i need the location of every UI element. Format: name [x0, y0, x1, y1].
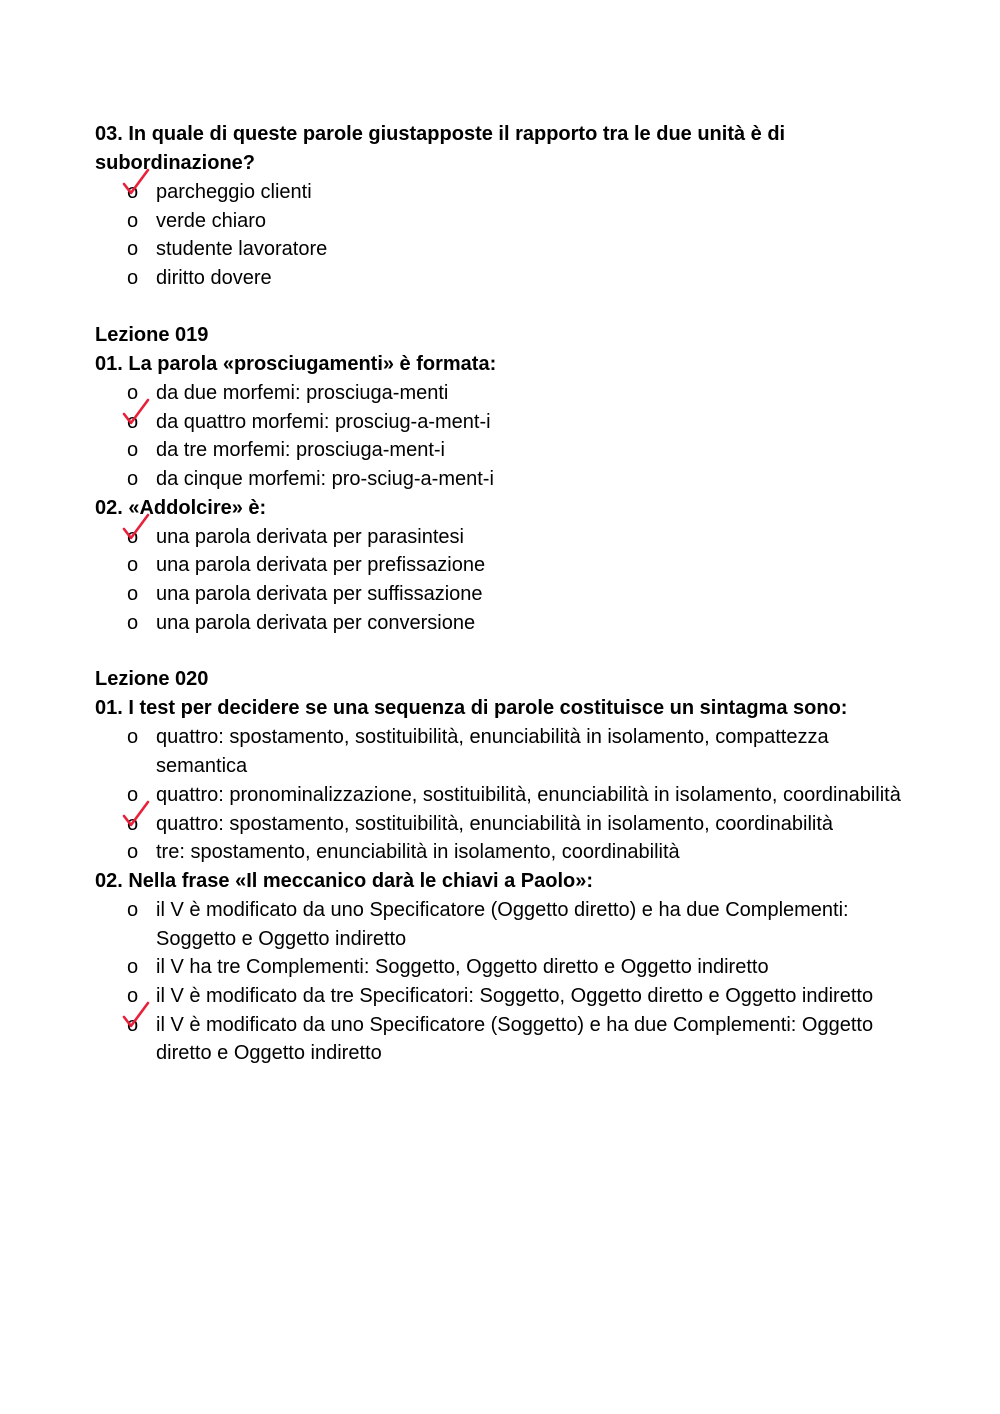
option-text: parcheggio clienti: [156, 181, 312, 203]
option-text: una parola derivata per conversione: [156, 611, 476, 634]
answer-option: [95, 523, 915, 552]
answer-option: [95, 810, 915, 839]
option-text: da tre morfemi: prosciuga-ment-i: [156, 439, 445, 462]
option-text: da cinque morfemi: pro-sciug-a-ment-i: [156, 467, 494, 490]
answer-option: [95, 436, 915, 465]
answer-option: [95, 781, 915, 810]
answer-option: [95, 207, 915, 236]
question-block: [95, 867, 915, 1068]
option-text: da quattro morfemi: prosciug-a-ment-i: [156, 410, 491, 433]
option-text: quattro: spostamento, sostituibilità, enunciabilità in isolamento, coordinabilità: [156, 812, 834, 835]
bullet-icon: o: [127, 381, 139, 404]
answer-option: [95, 896, 915, 953]
checkmark-icon: [121, 512, 151, 542]
bullet-icon: o: [127, 611, 139, 634]
question-block: [95, 350, 915, 494]
option-text: il V è modificato da uno Specificatore (Soggetto) e ha due Complementi: Oggetto diretto e Oggetto indiretto: [156, 1013, 874, 1065]
answer-option: [95, 178, 915, 207]
option-text: tre: spostamento, enunciabilità in isolamento, coordinabilità: [156, 841, 680, 864]
answer-option: [95, 379, 915, 408]
answer-option: [95, 982, 915, 1011]
options-list: [95, 379, 915, 494]
option-text: da due morfemi: prosciuga-menti: [156, 381, 449, 404]
bullet-icon: o: [127, 439, 139, 462]
bullet-icon: o: [127, 985, 139, 1008]
checkmark-icon: [121, 1000, 151, 1030]
options-list: [95, 178, 915, 293]
bullet-icon: o: [127, 267, 139, 290]
question-block: [95, 120, 915, 293]
checkmark-icon: [121, 799, 151, 829]
answer-option: [95, 465, 915, 494]
option-text: una parola derivata per parasintesi: [156, 525, 464, 548]
option-text: studente lavoratore: [156, 238, 328, 261]
question-text: 01. La parola «prosciugamenti» è formata:: [95, 352, 497, 375]
option-text: verde chiaro: [156, 209, 267, 232]
bullet-icon: o: [127, 956, 139, 979]
options-list: [95, 723, 915, 867]
option-text: una parola derivata per suffissazione: [156, 583, 483, 606]
document-page: [95, 120, 915, 1068]
answer-option: [95, 609, 915, 638]
option-text: il V ha tre Complementi: Soggetto, Oggetto diretto e Oggetto indiretto: [156, 956, 769, 979]
bullet-icon: o: [127, 410, 139, 433]
answer-option: [95, 580, 915, 609]
option-text: quattro: spostamento, sostituibilità, enunciabilità in isolamento, compattezza semantica: [156, 726, 829, 778]
bullet-icon: o: [127, 898, 139, 921]
answer-option: [95, 723, 915, 780]
bullet-icon: o: [127, 181, 139, 203]
answer-option: [95, 1011, 915, 1068]
option-text: una parola derivata per prefissazione: [156, 554, 486, 577]
bullet-icon: o: [127, 1013, 139, 1036]
option-text: quattro: pronominalizzazione, sostituibilità, enunciabilità in isolamento, coordinabilità: [156, 783, 901, 806]
question-text: 02. Nella frase «Il meccanico darà le chiavi a Paolo»:: [95, 869, 594, 892]
option-text: il V è modificato da tre Specificatori: Soggetto, Oggetto diretto e Oggetto indiretto: [156, 985, 874, 1008]
bullet-icon: o: [127, 554, 139, 577]
question-block: [95, 694, 915, 867]
option-text: diritto dovere: [156, 267, 272, 290]
bullet-icon: o: [127, 209, 139, 232]
checkmark-icon: [121, 167, 151, 197]
bullet-icon: o: [127, 783, 139, 806]
answer-option: [95, 408, 915, 437]
lesson-heading: Lezione 020: [95, 668, 209, 691]
bullet-icon: o: [127, 583, 139, 606]
options-list: [95, 896, 915, 1068]
answer-option: [95, 235, 915, 264]
question-text: 01. I test per decidere se una sequenza di parole costituisce un sintagma sono:: [95, 697, 848, 720]
answer-option: [95, 838, 915, 867]
checkmark-icon: [121, 397, 151, 427]
answer-option: [95, 264, 915, 293]
answer-option: [95, 551, 915, 580]
bullet-icon: o: [127, 841, 139, 864]
bullet-icon: o: [127, 812, 139, 835]
question-text: 02. «Addolcire» è:: [95, 496, 267, 519]
bullet-icon: o: [127, 726, 139, 749]
bullet-icon: o: [127, 238, 139, 261]
lesson-heading: Lezione 019: [95, 323, 209, 346]
option-text: il V è modificato da uno Specificatore (Oggetto diretto) e ha due Complementi: Soggetto e Oggetto indiretto: [156, 898, 849, 950]
question-text: 03. In quale di queste parole giustapposte il rapporto tra le due unità è di subordinazione?: [95, 123, 786, 174]
bullet-icon: o: [127, 467, 139, 490]
answer-option: [95, 953, 915, 982]
options-list: [95, 523, 915, 638]
bullet-icon: o: [127, 525, 139, 548]
question-block: [95, 494, 915, 638]
